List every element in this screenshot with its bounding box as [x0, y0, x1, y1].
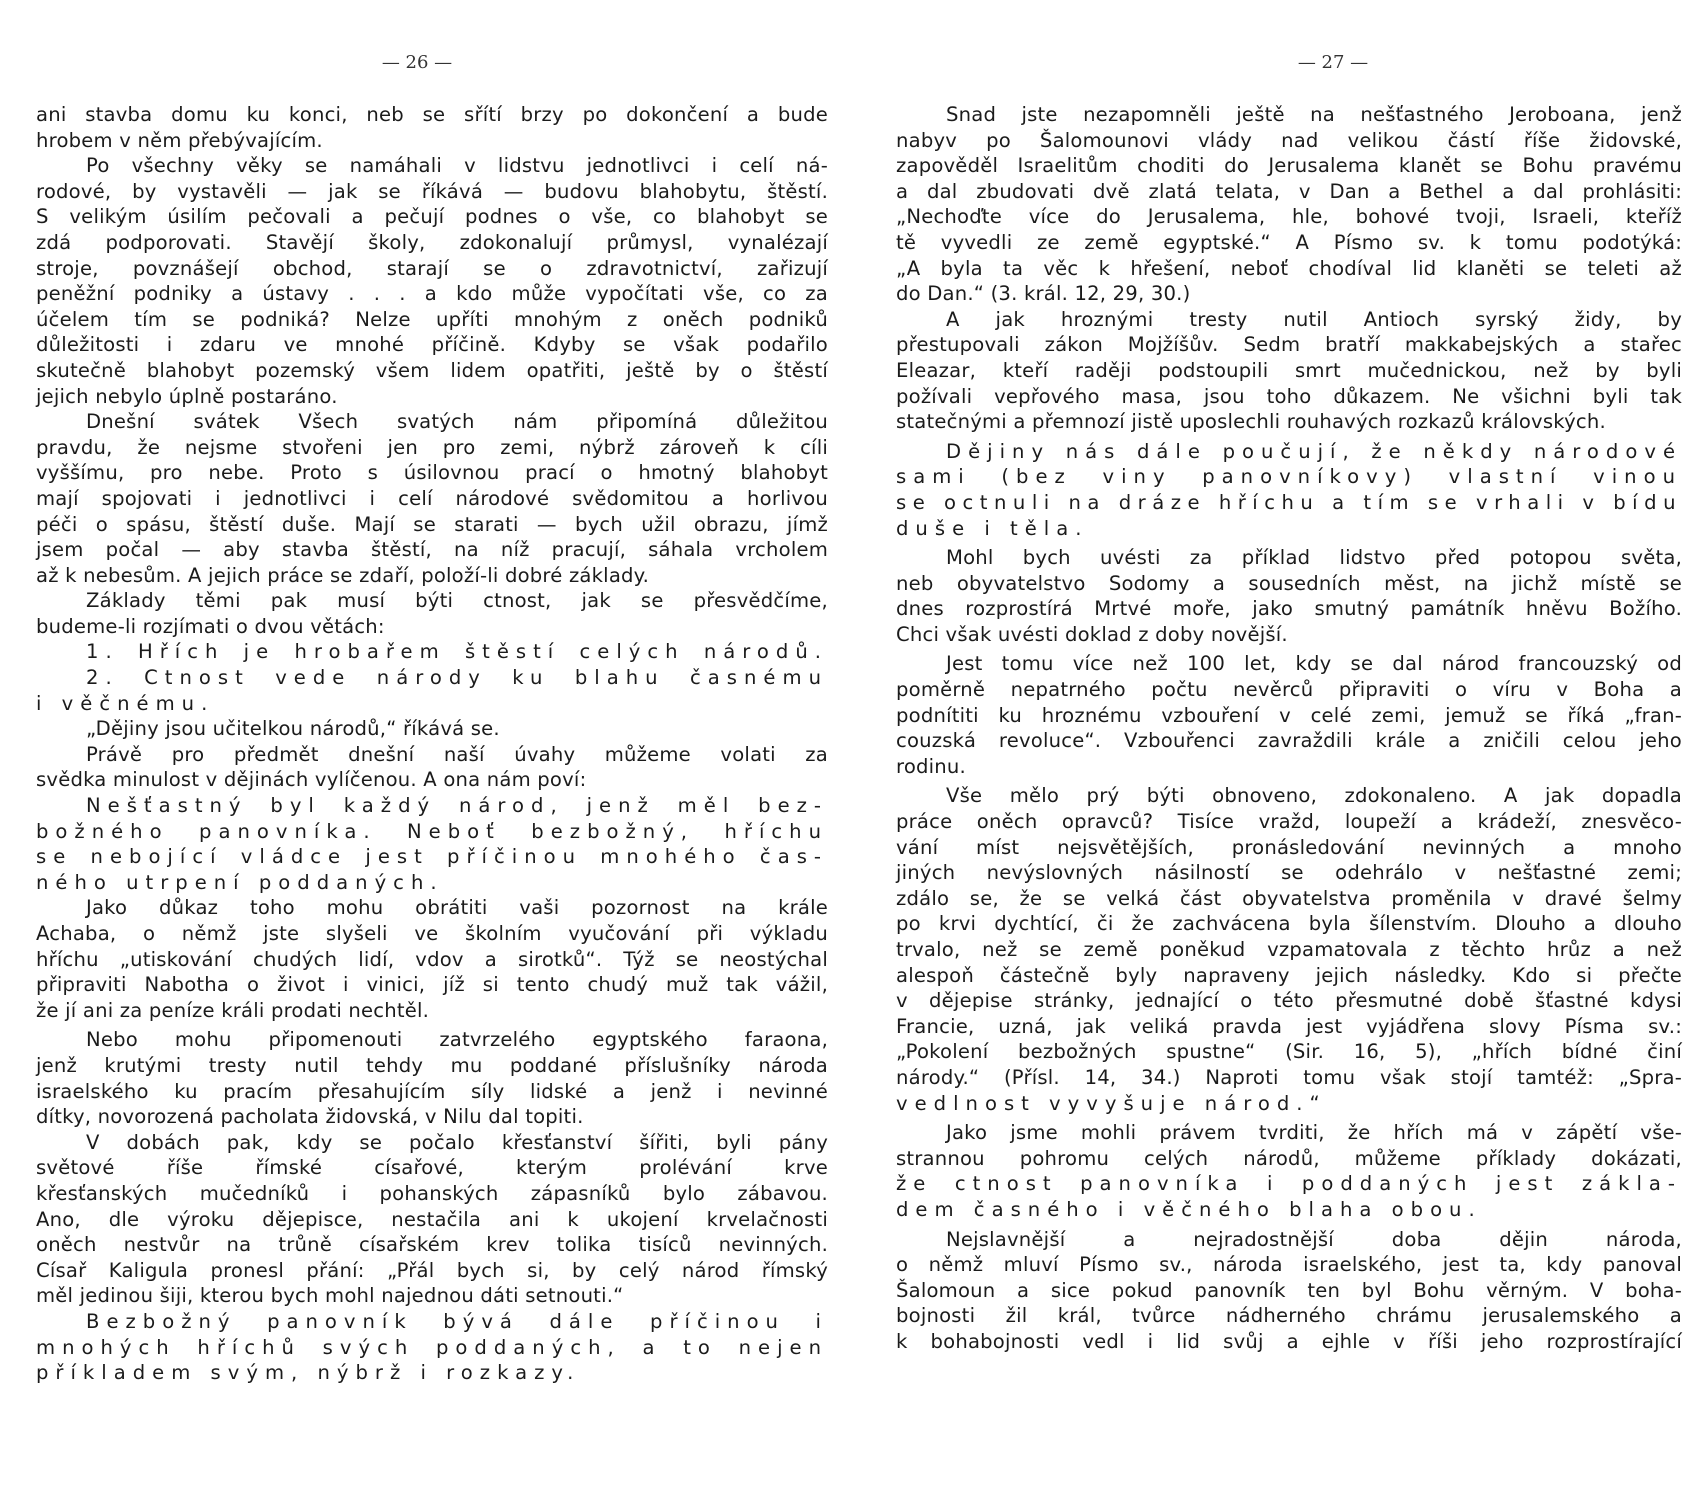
text-line: jejich nebylo úplně postaráno. [36, 384, 338, 408]
text-line: rodové, by vystavěli — jak se říkává — budovu blahobytu, štěstí. [36, 179, 828, 203]
text-line: 2. Ctnost vede národy ku blahu časnému [86, 666, 828, 690]
text-line: pravdu, že nejsme stvořeni jen pro zemi, nýbrž zároveň k cíli [36, 435, 828, 459]
text-line: Chci však uvésti doklad z doby novější. [896, 622, 1288, 646]
text-line: zdálo se, že se velká část obyvatelstva proměnila v dravé šelmy [896, 886, 1682, 910]
text-line: Právě pro předmět dnešní naší úvahy můžeme volati za [86, 742, 828, 766]
text-line: Po všechny věky se namáhali v lidstvu jednotlivci i celí ná- [86, 154, 828, 178]
text-line: se nebojící vládce jest příčinou mnohého čas- [36, 845, 828, 869]
text-line: vedlnost vyvyšuje národ.“ [896, 1091, 1327, 1115]
text-line: Bezbožný panovník bývá dále příčinou i [86, 1309, 828, 1333]
text-line: skutečně blahobyt pozemský všem lidem opatřiti, ještě by o štěstí [36, 358, 828, 382]
text-line: Jako jsme mohli právem tvrditi, že hřích má v zápětí vše- [946, 1121, 1682, 1145]
text-line: israelského ku pracím přesahujícím síly lidské a jenž i nevinné [36, 1079, 828, 1103]
text-line: stroje, povznášejí obchod, starají se o zdravotnictví, zařizují [36, 256, 828, 280]
text-line: k bohabojnosti vedl i lid svůj a ejhle v říši jeho rozprostírající [896, 1329, 1682, 1353]
text-line: A jak hroznými tresty nutil Antioch syrský židy, by [946, 307, 1682, 331]
text-line: Dějiny nás dále poučují, že někdy národové [946, 439, 1682, 463]
text-line: dnes rozprostírá Mrtvé moře, jako smutný památník hněvu Božího. [896, 597, 1682, 621]
text-line: alespoň částečně byly napraveny jejich následky. Kdo si přečte [896, 963, 1682, 987]
text-line: péči o spásu, štěstí duše. Mají se starati — bych užil obrazu, jímž [36, 512, 828, 536]
text-line: Eleazar, kteří raději podstoupili smrt mučednickou, než by byli [896, 358, 1682, 382]
text-line: božného panovníka. Neboť bezbožný, hříchu [36, 819, 828, 843]
text-line: „Dějiny jsou učitelkou národů,“ říkává se. [86, 717, 500, 741]
text-line: poměrně nepatrného počtu nevěrců připraviti o víru v Boha a [896, 678, 1682, 702]
text-line: až k nebesům. A jejich práce se zdaří, položí-li dobré základy. [36, 563, 650, 587]
text-line: peněžní podniky a ústavy . . . a kdo může vypočítati vše, co za [36, 282, 828, 306]
text-line: o němž mluví Písmo sv., národa israelského, jest ta, kdy panoval [896, 1253, 1682, 1277]
text-line: mnohých hříchů svých poddaných, a to nejen [36, 1335, 828, 1359]
text-line: podnítiti ku hroznému vzbouření v celé zemi, jemuž se říká „fran- [896, 703, 1682, 727]
text-line: že ctnost panovníka i poddaných jest zákla- [896, 1172, 1682, 1196]
text-line: zdá podporovati. Stavějí školy, zdokonalují průmysl, vynalézají [36, 230, 828, 254]
text-line: vání míst nejsvětějších, pronásledování nevinných a mnoho [896, 835, 1682, 859]
text-line: 1. Hřích je hrobařem štěstí celých národů. [86, 640, 828, 664]
text-line: rodinu. [896, 754, 966, 778]
text-line: účelem tím se podniká? Nelze upříti mnohým z oněch podniků [36, 307, 828, 331]
text-line: Vše mělo prý býti obnoveno, zdokonaleno. A jak dopadla [946, 784, 1682, 808]
text-line: Mohl bych uvésti za příklad lidstvo před potopou světa, [946, 546, 1682, 570]
text-line: ného utrpení poddaných. [36, 870, 444, 894]
text-line: „Nechoďte více do Jerusalema, hle, bohové tvoji, Israeli, kteříž [896, 205, 1682, 229]
text-line: se octnuli na dráze hříchu a tím se vrhali v bídu [896, 490, 1682, 514]
text-line: práce oněch opravců? Tisíce vražd, loupeží a krádeží, znesvěco- [896, 810, 1682, 834]
text-line: měl jedinou šiji, kterou bych mohl najednou dáti setnouti.“ [36, 1284, 624, 1308]
text-line: světové říše římské císařové, kterým prolévání krve [36, 1156, 828, 1180]
text-line: po krvi dychtící, či že zachvácena byla šílenstvím. Dlouho a dlouho [896, 912, 1682, 936]
text-line: jiných nevýslovných násilností se odehrálo v nešťastné zemi; [896, 861, 1682, 885]
text-line: Nešťastný byl každý národ, jenž měl bez- [86, 794, 828, 818]
text-line: Šalomoun a sice pokud panovník ten byl Bohu věrným. V boha- [896, 1278, 1682, 1302]
text-line: hrobem v něm přebývajícím. [36, 128, 323, 152]
text-line: vyššímu, pro nebe. Proto s úsilovnou prací o hmotný blahobyt [36, 461, 828, 485]
text-line: zapověděl Israelitům choditi do Jerusalema klanět se Bohu pravému [896, 154, 1682, 178]
text-line: Jako důkaz toho mohu obrátiti vaši pozornost na krále [86, 896, 828, 920]
text-line: tě vyvedli ze země egyptské.“ A Písmo sv. k tomu podotýká: [896, 230, 1682, 254]
text-line: připraviti Nabotha o život i vinici, jíž si tento chudý muž tak vážil, [36, 973, 828, 997]
text-line: i věčnému. [36, 691, 215, 715]
right-page [849, 0, 1698, 1500]
text-line: hříchu „utiskování chudých lidí, vdov a sirotků“. Týž se neostýchal [36, 947, 828, 971]
text-line: budeme-li rozjímati o dvou větách: [36, 614, 385, 638]
text-line: Francie, uzná, jak veliká pravda jest vyjádřena slovy Písma sv.: [896, 1014, 1682, 1038]
text-line: nabyv po Šalomounovi vlády nad velikou částí říše židovské, [896, 128, 1682, 152]
text-line: couzská revoluce“. Vzbouřenci zavraždili krále a zničili celou jeho [896, 729, 1682, 753]
text-line: Snad jste nezapomněli ještě na nešťastného Jeroboana, jenž [946, 103, 1682, 126]
text-line: dem časného i věčného blaha obou. [896, 1197, 1482, 1221]
text-line: do Dan.“ (3. král. 12, 29, 30.) [896, 282, 1191, 306]
text-line: strannou pohromu celých národů, můžeme příklady dokázati, [896, 1146, 1682, 1170]
text-line: trvalo, než se země poněkud vzpamatovala z těchto hrůz a než [896, 938, 1682, 961]
text-line: Základy těmi pak musí býti ctnost, jak se přesvědčíme, [86, 589, 828, 613]
text-line: statečnými a přemnozí jistě uposlechli rouhavých rozkazů královských. [896, 410, 1606, 434]
text-line: ani stavba domu ku konci, neb se sřítí brzy po dokončení a bude [36, 103, 828, 126]
text-line: svědka minulost v dějinách vylíčenou. A ona nám poví: [36, 768, 587, 792]
text-line: Císař Kaligula pronesl přání: „Přál bych si, by celý národ římský [36, 1258, 828, 1282]
text-line: příkladem svým, nýbrž i rozkazy. [36, 1361, 581, 1385]
text-line: že jí ani za peníze králi prodati nechtěl. [36, 998, 430, 1022]
text-column [36, 102, 828, 1386]
page-number: — 26 — [381, 52, 453, 73]
text-line: dítky, novorozená pacholata židovská, v Nilu dal topiti. [36, 1105, 584, 1129]
text-line: „Pokolení bezbožných spustne“ (Sir. 16, 5), „hřích bídné činí [896, 1040, 1682, 1064]
text-line: duše i těla. [896, 516, 1089, 540]
text-line: mají spojovati i jednotlivci i celí národové svědomitou a horlivou [36, 486, 828, 510]
text-line: Nebo mohu připomenouti zatvrzelého egyptského faraona, [86, 1028, 828, 1052]
text-column [896, 102, 1682, 1355]
text-line: požívali vepřového masa, jsou toho důkazem. Ne všichni byli tak [896, 384, 1682, 408]
text-line: V dobách pak, kdy se počalo křesťanství šířiti, byli pány [86, 1130, 828, 1154]
text-line: Dnešní svátek Všech svatých nám připomíná důležitou [86, 410, 828, 434]
text-line: a dal zbudovati dvě zlatá telata, v Dan a Bethel a dal prohlásiti: [896, 179, 1682, 203]
text-line: důležitosti i zdaru ve mnohé příčině. Kdyby se však podařilo [36, 333, 828, 357]
text-line: křesťanských mučedníků i pohanských zápasníků bylo zábavou. [36, 1181, 828, 1205]
text-line: jsem počal — aby stavba štěstí, na níž pracují, sáhala vrcholem [36, 538, 828, 562]
text-line: národy.“ (Přísl. 14, 34.) Naproti tomu však stojí tamtéž: „Spra- [896, 1065, 1682, 1089]
page-number: — 27 — [1297, 52, 1369, 73]
text-line: jenž krutými tresty nutil tehdy mu poddané příslušníky národa [36, 1053, 828, 1077]
text-line: Achaba, o němž jste slyšeli ve školním vyučování při výkladu [36, 922, 828, 945]
text-line: Ano, dle výroku dějepisce, nestačila ani k ukojení krvelačnosti [36, 1207, 828, 1231]
text-line: přestupovali zákon Mojžíšův. Sedm bratří makkabejských a stařec [896, 333, 1682, 357]
text-line: oněch nestvůr na trůně císařském krev tolika tisíců nevinných. [36, 1233, 828, 1257]
text-line: „A byla ta věc k hřešení, neboť chodíval lid klaněti se teleti až [896, 256, 1682, 280]
text-line: Jest tomu více než 100 let, kdy se dal národ francouzský od [946, 652, 1682, 676]
text-line: v dějepise stránky, jednající o této přesmutné době šťastné kdysi [896, 989, 1682, 1013]
text-line: neb obyvatelstvo Sodomy a sousedních měst, na jichž místě se [896, 571, 1682, 595]
text-line: S velikým úsilím pečovali a pečují podnes o vše, co blahobyt se [36, 205, 828, 229]
text-line: sami (bez viny panovníkovy) vlastní vinou [896, 465, 1682, 489]
text-line: bojnosti žil král, tvůrce nádherného chrámu jerusalemského a [896, 1304, 1682, 1328]
text-line: Nejslavnější a nejradostnější doba dějin národa, [946, 1227, 1682, 1251]
